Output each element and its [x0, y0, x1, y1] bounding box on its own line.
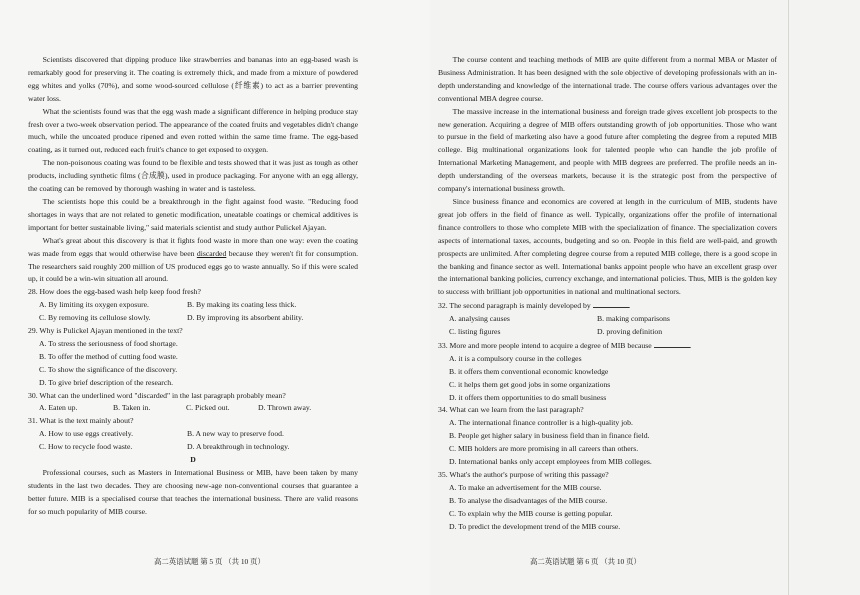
- page-6-footer: 高二英语试题 第 6 页 （共 10 页）: [530, 557, 641, 566]
- paper-edge-divider: [788, 0, 789, 595]
- option-a: A. analysing causes: [449, 314, 510, 324]
- option-a: A. Eaten up.: [39, 403, 78, 413]
- question-31-options-row: [28, 441, 358, 454]
- question-30-options-row: [28, 402, 358, 415]
- option-b: B. A new way to preserve food.: [187, 429, 284, 439]
- question-33-stem: 33. More and more people intend to acquire a degree of MIB because .: [438, 340, 692, 350]
- option-b: B. making comparisons: [597, 314, 670, 324]
- option-b: B. By making its coating less thick.: [187, 300, 297, 310]
- passage-d-paragraph: Since business finance and economics are covered at length in the curriculum of MIB, students have great job offers in the field of finance as well. Typically, organizations offer the profile of international finance controllers to those who complete MIB with the specialization of finance. The specialization covers aspects of international taxes, accounts, budgeting and so on. People in this field are well-paid, and growth prospects are unlimited. After completing degree course from a reputed MIB college, there is a good scope in the banking and finance sector as well. International banks appoint people who have an excellent grasp over the international banking policies, currency exchange, and international policies. Thus, MIB is the golden key to success with brilliant job opportunities in national and multinational sectors.: [438, 196, 777, 297]
- passage-c-paragraph: The scientists hope this could be a breakthrough in the fight against food waste. "Reducing food shortages in ways that are not related to genetic modification, uneatable coatings or chemical additives is important for better sustainable living," said materials scientist and study author Pulickel Ajayan.: [28, 196, 358, 232]
- question-35-stem: 35. What's the author's purpose of writing this passage?: [438, 470, 609, 479]
- option-d: D. By improving its absorbent ability.: [187, 313, 304, 323]
- underlined-word: discarded: [196, 248, 227, 258]
- option-c: C. MIB holders are more promising in all careers than others.: [449, 444, 639, 454]
- passage-d-paragraph: Professional courses, such as Masters in International Business or MIB, have been taken by many students in the last two decades. They are choosing new-age non-conventional courses that guarantee a better future. MIB is a specialised course that teaches the international business. There are valid reasons for so much popularity of MIB course.: [28, 468, 358, 516]
- option-c: C. Picked out.: [186, 403, 230, 413]
- question-31-options-row: [28, 428, 358, 441]
- option-a: A. it is a compulsory course in the colleges: [449, 353, 582, 363]
- question-32-options-row: [438, 326, 777, 339]
- option-a: A. To make an advertisement for the MIB course.: [449, 482, 602, 492]
- page-5-text-column: [28, 54, 358, 519]
- question-32-stem: 32. The second paragraph is mainly developed by .: [438, 301, 631, 311]
- option-a: A. To stress the seriousness of food shortage.: [39, 338, 178, 348]
- option-d: D. To predict the development trend of the MIB course.: [449, 521, 621, 531]
- option-b: B. it offers them conventional economic knowledge: [449, 366, 609, 376]
- option-d: D. proving definition: [597, 327, 663, 337]
- page-6-text-column: [438, 54, 777, 534]
- question-28-stem: 28. How does the egg-based wash help keep food fresh?: [28, 287, 201, 297]
- option-b: B. People get higher salary in business field than in finance field.: [449, 431, 650, 441]
- option-c: C. By removing its cellulose slowly.: [39, 313, 151, 323]
- passage-d-paragraph: The massive increase in the international business and foreign trade gives excellent job prospects to the new generation. Acquiring a degree of MIB offers outstanding growth of job opportunities. Those who want to pursue in the field of marketing also have a good future after completing the degree from a reputed MIB college. Big multinational organizations look for talented people who can handle the job profile of International Marketing Management, and people with MIB degrees are preferred. The profile needs an in-depth understanding of the overseas markets, because it is the strategic post from the perspective of company's international business growth.: [438, 106, 777, 194]
- option-d: D. it offers them opportunities to do small business: [449, 392, 607, 402]
- option-a: A. How to use eggs creatively.: [39, 429, 134, 439]
- section-d-heading: D: [190, 455, 196, 465]
- option-c: C. it helps them get good jobs in some organizations: [449, 379, 611, 389]
- option-c: C. To show the significance of the discovery.: [39, 364, 178, 374]
- question-34-stem: 34. What can we learn from the last paragraph?: [438, 405, 584, 415]
- passage-c-paragraph: The non-poisonous coating was found to be flexible and tests showed that it was just as tough as other products, including synthetic films (合成膜), used in produce packaging. For anyone with an egg allergy, the coating can be removed by thorough washing in water and is tasteless.: [28, 158, 358, 194]
- option-b: B. To offer the method of cutting food waste.: [39, 351, 178, 361]
- option-b: B. To analyse the disadvantages of the MIB course.: [449, 495, 608, 505]
- passage-c-paragraph: What the scientists found was that the egg wash made a significant difference in helping produce stay fresh over a two-week observation period. The appearance of the coated fruits and vegetables didn't change much, while the uncoated produce ripened and even rotted within the same time frame. The egg-based coating, as it turned out, reduced each fruit's chance to get exposed to oxygen.: [28, 106, 358, 155]
- question-28-options-row: [28, 312, 358, 325]
- question-30-stem: 30. What can the underlined word "discarded" in the last paragraph probably mean?: [28, 390, 286, 400]
- option-d: D. International banks only accept employees from MIB colleges.: [449, 457, 652, 467]
- question-29-stem: 29. Why is Pulickel Ajayan mentioned in the text?: [28, 326, 183, 336]
- question-31-stem: 31. What is the text mainly about?: [28, 416, 134, 426]
- option-c: C. To explain why the MIB course is getting popular.: [449, 508, 613, 518]
- option-b: B. Taken in.: [113, 403, 151, 413]
- option-d: D. To give brief description of the research.: [39, 377, 174, 387]
- option-d: D. A breakthrough in technology.: [187, 442, 290, 452]
- option-c: C. How to recycle food waste.: [39, 442, 133, 452]
- option-c: C. listing figures: [449, 327, 501, 337]
- page-5-footer: 高二英语试题 第 5 页 （共 10 页）: [154, 557, 265, 566]
- option-a: A. The international finance controller is a high-quality job.: [449, 418, 633, 428]
- passage-c-paragraph: What's great about this discovery is that it fights food waste in more than one way: even the coating was made from eggs that would otherwise have been discarded because they weren't fit for consumption. The researchers said roughly 200 million of US produced eggs go to waste annually. So if this were scaled up, it could be a win-win situation all around.: [28, 235, 358, 284]
- passage-d-paragraph: The course content and teaching methods of MIB are quite different from a normal MBA or Master of Business Administration. It has been designed with the sole objective of developing professionals with an in-depth understanding and knowledge of the international trade. The course offers various advantages over the conventional MBA degree course.: [438, 55, 777, 103]
- option-a: A. By limiting its oxygen exposure.: [39, 300, 149, 310]
- option-d: D. Thrown away.: [258, 403, 312, 413]
- passage-c-paragraph: Scientists discovered that dipping produce like strawberries and bananas into an egg-based wash is remarkably good for preserving it. The coating is extremely thick, and made from a mixture of powdered egg whites and yolks (70%), and some wood-sourced cellulose (纤维素) to act as a barrier preventing water loss.: [28, 55, 358, 103]
- answer-blank: [593, 299, 629, 308]
- answer-blank: [654, 339, 690, 348]
- question-32-options-row: [438, 313, 777, 326]
- question-28-options-row: [28, 299, 358, 312]
- exam-page-6: [430, 0, 860, 595]
